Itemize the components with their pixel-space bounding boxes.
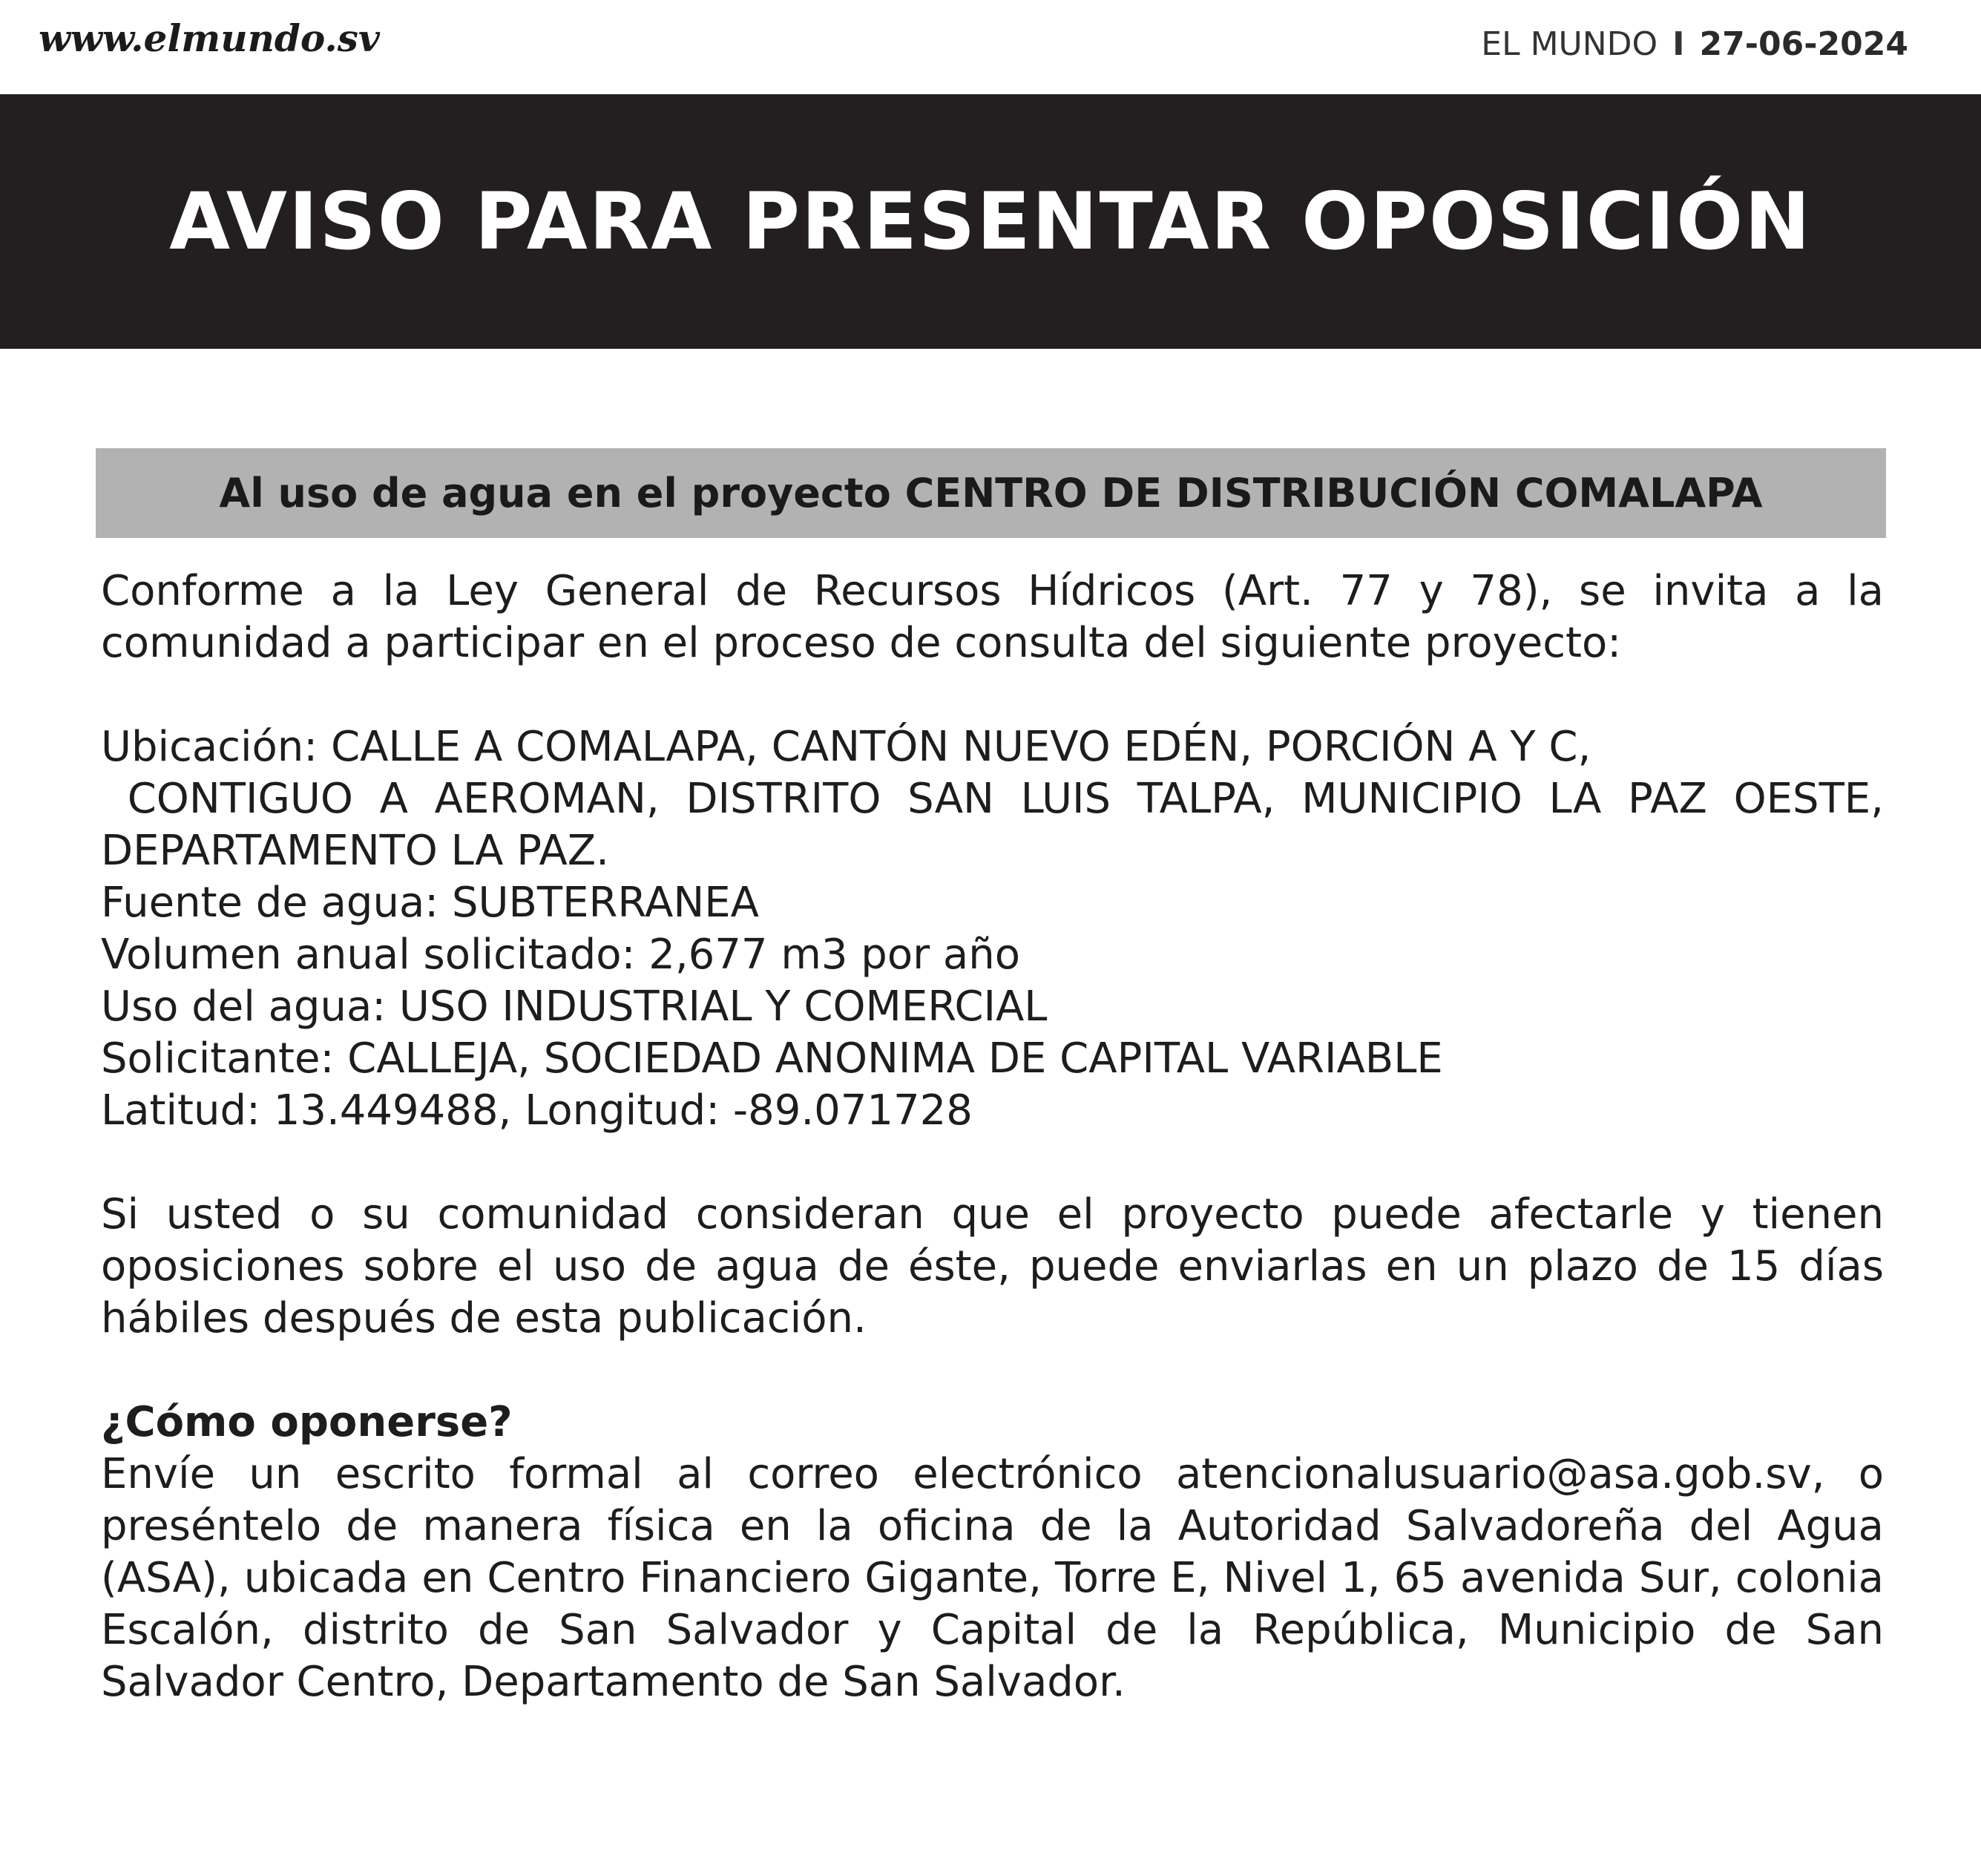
location-line-2: CONTIGUO A AEROMAN, DISTRITO SAN LUIS TALPA, MUNICIPIO LA PAZ OESTE, DEPARTAMENTO LA PAZ. [101,775,1897,875]
page-title: AVISO PARA PRESENTAR OPOSICIÓN [169,176,1812,267]
publication-date: 27-06-2024 [1699,25,1908,63]
applicant: Solicitante: CALLEJA, SOCIEDAD ANONIMA DE CAPITAL VARIABLE [101,1034,1443,1083]
title-banner [0,94,1981,349]
subtitle-bar [96,448,1886,538]
paper-name: EL MUNDO [1481,25,1658,63]
intro-paragraph: Conforme a la Ley General de Recursos Hídricos (Art. 77 y 78), se invita a la comunidad a participar en el proceso de consulta del siguiente proyecto: [101,567,1884,667]
how-heading: ¿Cómo oponerse? [101,1398,513,1446]
water-use: Uso del agua: USO INDUSTRIAL Y COMERCIAL [101,983,1048,1031]
water-source: Fuente de agua: SUBTERRANEA [101,879,759,927]
site-url: www.elmundo.sv [39,16,380,60]
notice-body [101,565,1897,1708]
how-paragraph: Envíe un escrito formal al correo electrónico atencionalusuario@asa.gob.sv, o preséntelo de manera física en la oficina de la Autoridad Salvadoreña del Agua (ASA), ubicada en Centro Financiero Gigante, Torre E, Nivel 1, 65 avenida Sur, colonia Escalón, distrito de San Salvador y Capital de la República, Municipio de San Salvador Centro, Departamento de San Salvador. [101,1450,1884,1706]
masthead [1481,25,1908,63]
annual-volume: Volumen anual solicitado: 2,677 m3 por año [101,931,1020,979]
location-line-1: Ubicación: CALLE A COMALAPA, CANTÓN NUEVO EDÉN, PORCIÓN A Y C, [101,723,1591,771]
coordinates: Latitud: 13.449488, Longitud: -89.071728 [101,1086,973,1135]
masthead-separator: I [1672,25,1685,63]
subtitle: Al uso de agua en el proyecto CENTRO DE DISTRIBUCIÓN COMALAPA [219,470,1763,516]
opposition-paragraph: Si usted o su comunidad consideran que el proyecto puede afectarle y tienen oposiciones sobre el uso de agua de éste, puede enviarlas en un plazo de 15 días hábiles después de esta publicación. [101,1190,1884,1342]
